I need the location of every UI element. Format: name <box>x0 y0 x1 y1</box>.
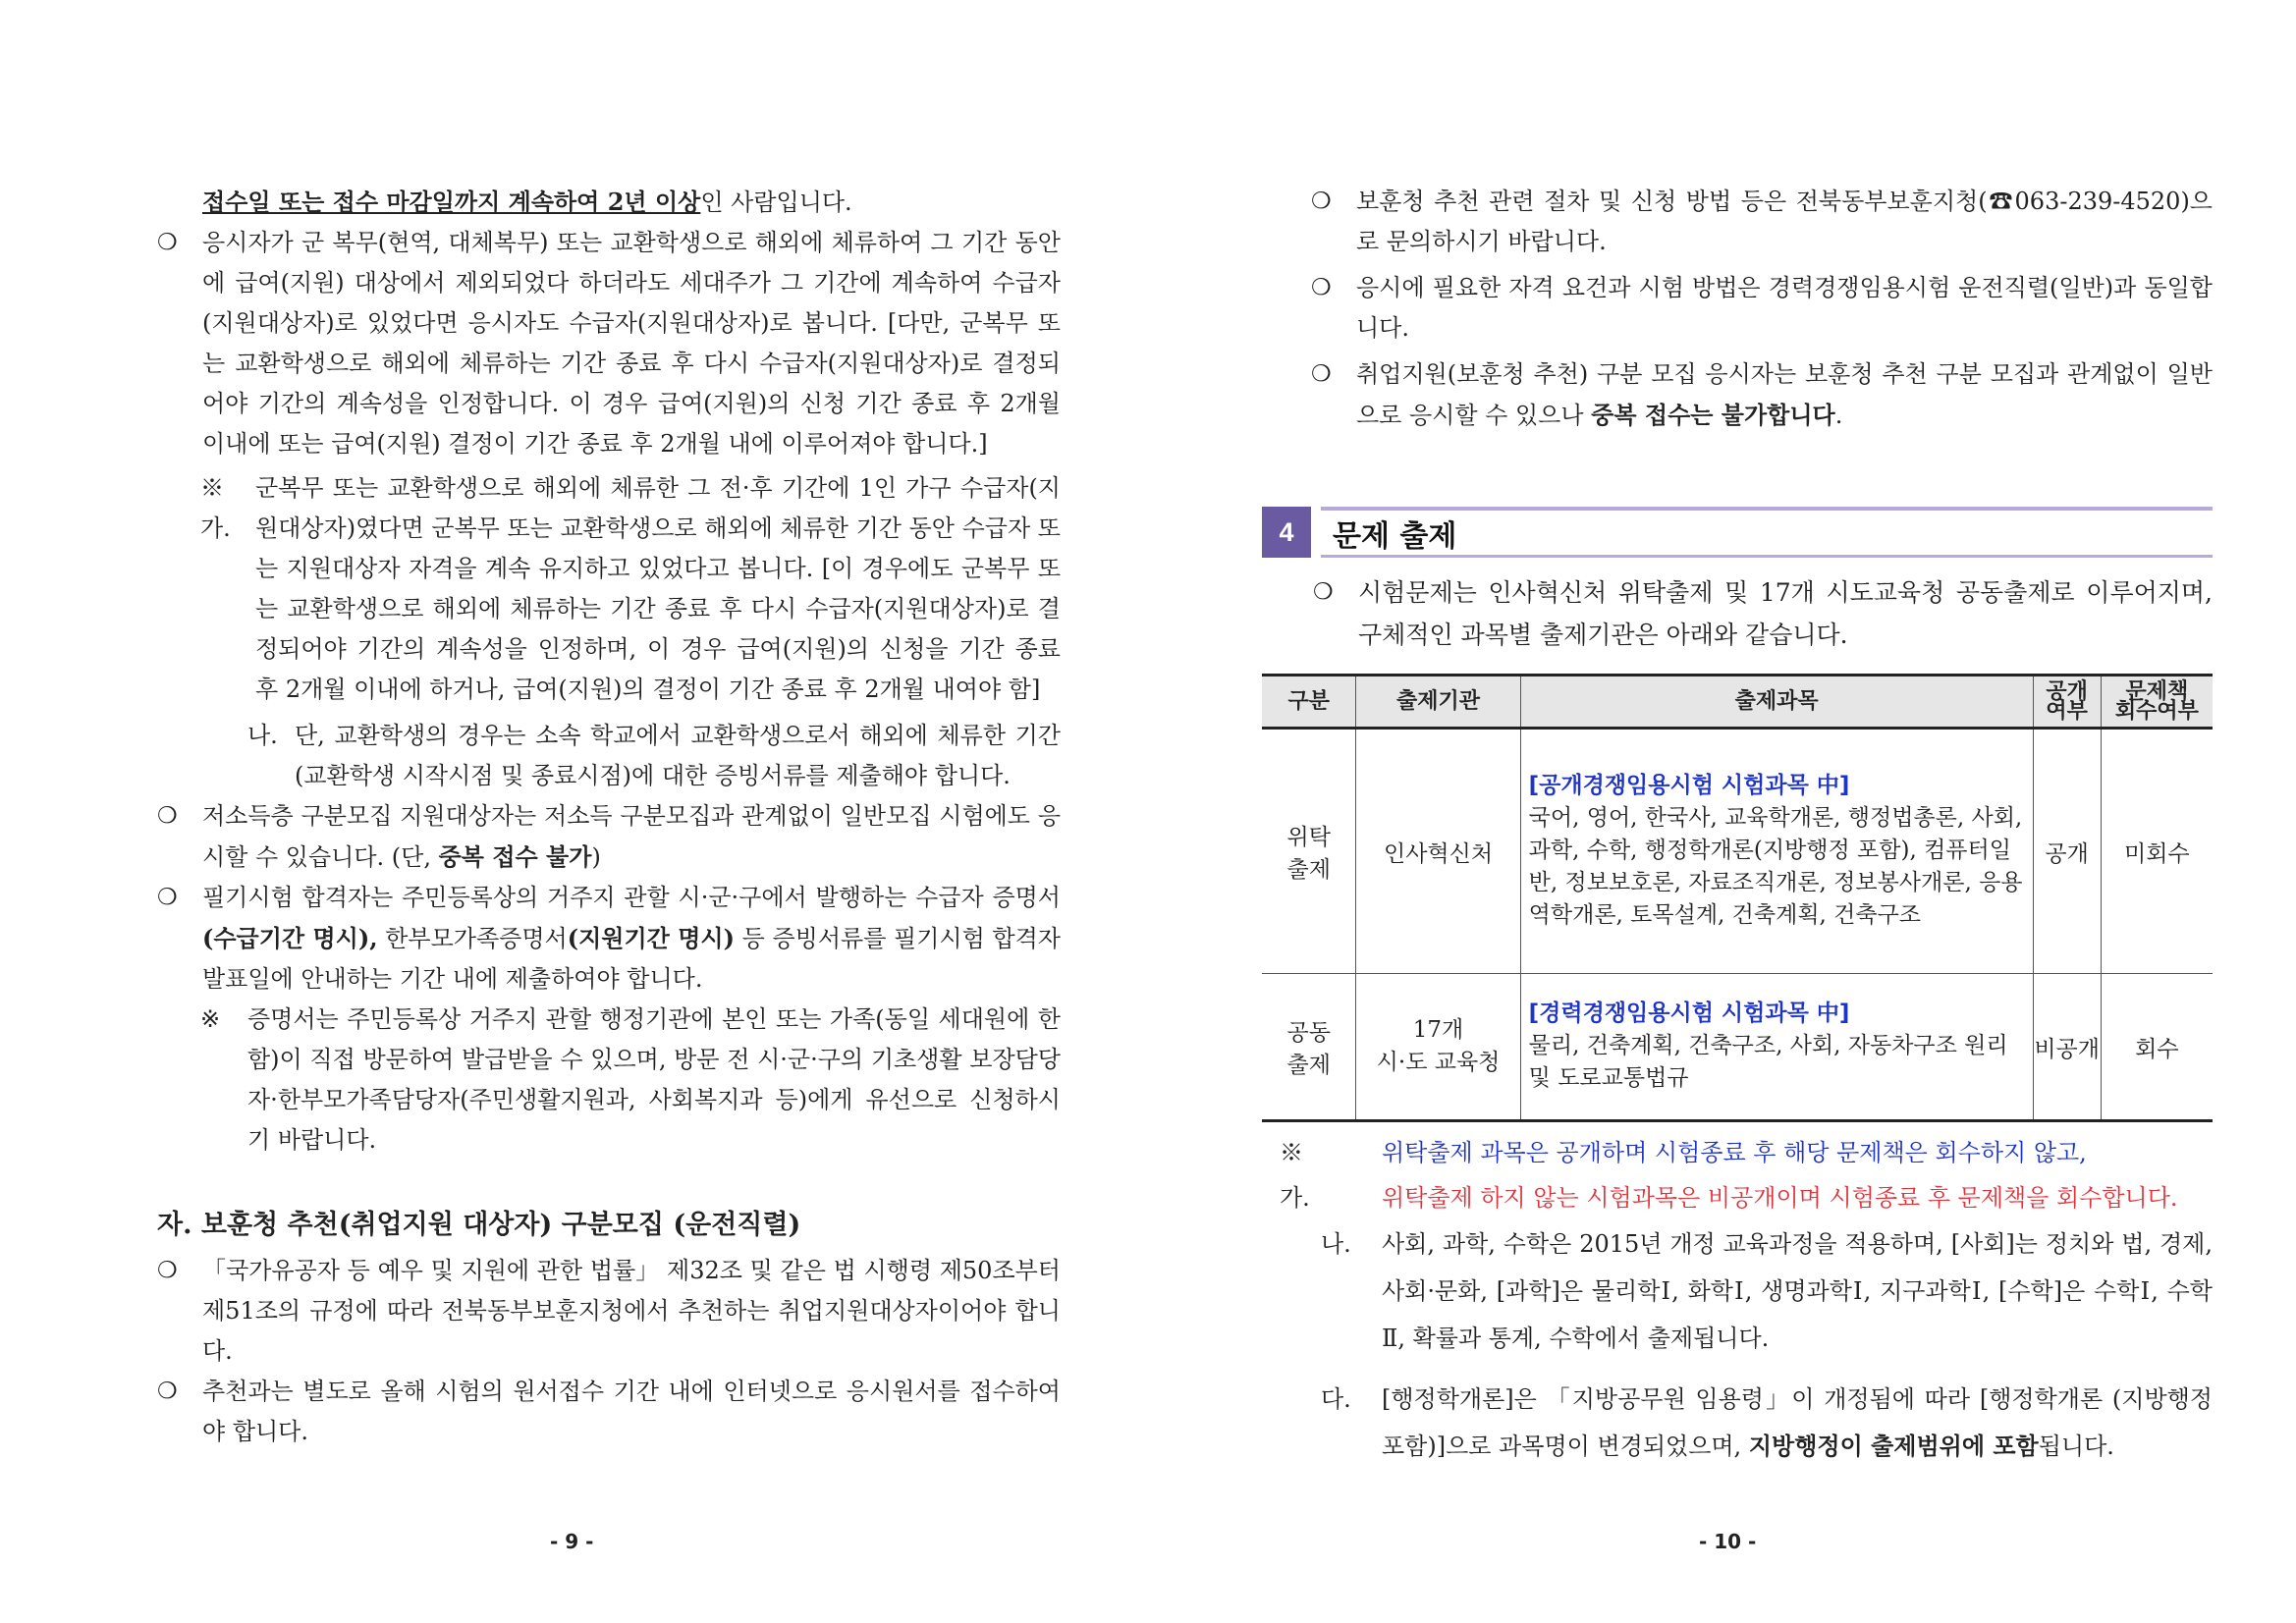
note-da-right <box>1311 1376 2213 1470</box>
cell-public: 비공개 <box>2033 974 2101 1121</box>
page-number-right: - 10 - <box>1699 1530 1757 1553</box>
bullet-certificate <box>157 878 1061 1000</box>
note-na <box>157 716 1061 796</box>
bullet-circle-icon: ❍ <box>1313 579 1334 605</box>
note-text: 단, 교환학생의 경우는 소속 학교에서 교환학생으로서 해외에 체류한 기간(교환학생 시작시점 및 종료시점)에 대한 증빙서류를 제출해야 합니다. <box>295 722 1061 789</box>
bullet-text: 시험문제는 인사혁신처 위탁출제 및 17개 시도교육청 공동출제로 이루어지며, 구체적인 과목별 출제기관은 아래와 같습니다. <box>1358 578 2213 649</box>
left-paragraph-1 <box>157 182 1061 223</box>
bullet-veterans-law <box>157 1251 1061 1372</box>
bullet-circle-icon: ❍ <box>1311 189 1332 214</box>
table-row <box>1262 974 2213 1121</box>
cell-type <box>1262 974 1356 1121</box>
section-title: 문제 출제 <box>1321 507 2213 558</box>
cell-public: 공개 <box>2033 729 2101 974</box>
cell-type-line1: 공동 <box>1286 1020 1331 1046</box>
bullet-text-tail: ) <box>591 843 601 871</box>
cell-org-line2: 시·도 교육청 <box>1376 1050 1501 1075</box>
cell-org-line1: 17개 <box>1412 1017 1464 1043</box>
bullet-circle-icon: ❍ <box>157 803 178 829</box>
cell-org <box>1356 729 1520 974</box>
bullet-circle-icon: ❍ <box>157 1379 178 1404</box>
note-marker: 나. <box>247 722 278 749</box>
cell-collect: 미회수 <box>2101 729 2213 974</box>
header-collect-line2: 회수여부 <box>2114 698 2199 724</box>
bullet-text: 응시자가 군 복무(현역, 대체복무) 또는 교환학생으로 해외에 체류하여 그 기간 동안에 급여(지원) 대상에서 제외되었다 하더라도 세대주가 그 기간에 계속하여 수급자(지원대상자)로 있었다면 응시자도 수급자(지원대상자)로 봅니다. [다만, 군복무 또는 교환학생으로 해외에 체류하는 기간 종료 후 다시 수급자(지원대상자)로 결정되어야 기간의 계속성을 인정합니다. 이 경우 급여(지원)의 신청 기간 종료 후 2개월 이내에 또는 급여(지원) 결정이 기간 종료 후 2개월 내에 이루어져야 합니다.] <box>202 229 1061 458</box>
bold-phrase: 중복 접수는 불가합니다 <box>1591 401 1835 429</box>
bullet-circle-icon: ❍ <box>157 1258 178 1283</box>
subjects-heading: [경력경쟁임용시험 시험과목 中] <box>1528 1000 1850 1026</box>
bullet-requirements <box>1311 268 2213 349</box>
cell-subjects <box>1520 974 2033 1121</box>
header-type: 구분 <box>1262 676 1356 729</box>
note-ga <box>157 468 1061 710</box>
header-public-line1: 공개 <box>2046 678 2088 704</box>
table-row <box>1262 729 2213 974</box>
note-text: 군복무 또는 교환학생으로 해외에 체류한 그 전·후 기간에 1인 가구 수급자(지원대상자)였다면 군복무 또는 교환학생으로 해외에 체류한 기간 동안 수급자 또는 지원대상자 자격을 계속 유지하고 있었다고 봅니다. [이 경우에도 군복무 또는 교환학생으로 해외에 체류하는 기간 종료 후 다시 수급자(지원대상자)로 결정되어야 기간의 계속성을 인정하며, 이 경우 급여(지원)의 신청을 기간 종료 후 2개월 이내에 하거나, 급여(지원)의 결정이 기간 종료 후 2개월 내여야 함] <box>255 474 1061 703</box>
note-marker: ※ 가. <box>1280 1139 1310 1212</box>
cell-collect: 회수 <box>2101 974 2213 1121</box>
bullet-text: 저소득층 구분모집 지원대상자는 저소득 구분모집과 관계없이 일반모집 시험에도 응시할 수 있습니다. (단, <box>202 802 1061 871</box>
bullet-text: 보훈청 추천 관련 절차 및 신청 방법 등은 전북동부보훈지청(☎063-239-4520)으로 문의하시기 바랍니다. <box>1356 188 2213 255</box>
note-na-right <box>1311 1220 2213 1362</box>
note-text-tail: 됩니다. <box>2038 1433 2114 1460</box>
note-red-text: 위탁출제 하지 않는 시험과목은 비공개이며 시험종료 후 문제책을 회수합니다. <box>1382 1184 2178 1212</box>
bullet-text: 응시에 필요한 자격 요건과 시험 방법은 경력경쟁임용시험 운전직렬(일반)과 동일합니다. <box>1356 274 2213 342</box>
bold-phrase: 지방행정이 출제범위에 포함 <box>1748 1432 2039 1460</box>
header-collect-line1: 문제책 <box>2125 678 2189 704</box>
cell-org-line1: 인사혁신처 <box>1383 840 1494 867</box>
subjects-list: 물리, 건축계획, 건축구조, 사회, 자동차구조 원리 및 도로교통법규 <box>1528 1032 2008 1091</box>
bullet-circle-icon: ❍ <box>157 230 178 255</box>
exam-subjects-table <box>1262 674 2213 1122</box>
underlined-phrase: 접수일 또는 접수 마감일까지 계속하여 2년 이상 <box>202 188 701 216</box>
subjects-heading: [공개경쟁임용시험 시험과목 中] <box>1528 772 1850 798</box>
note-marker: ※ <box>200 1005 221 1033</box>
note-marker: 나. <box>1321 1230 1351 1258</box>
bullet-circle-icon: ❍ <box>1311 361 1332 387</box>
bullet-exam-authority <box>1313 571 2213 656</box>
bold-phrase: 중복 접수 불가 <box>438 842 592 871</box>
paragraph-text: 인 사람입니다. <box>700 189 852 216</box>
note-text: 증명서는 주민등록상 거주지 관할 행정기관에 본인 또는 가족(동일 세대원에 한함)이 직접 방문하여 발급받을 수 있으며, 방문 전 시·군·구의 기초생활 보장담당자·한부모가족담당자(주민생활지원과, 사회복지과 등)에게 유선으로 신청하시기 바랍니다. <box>247 1005 1061 1154</box>
page-number-left: - 9 - <box>550 1530 594 1553</box>
cell-type-line2: 출제 <box>1286 1053 1331 1078</box>
note-text: 사회, 과학, 수학은 2015년 개정 교육과정을 적용하며, [사회]는 정치와 법, 경제, 사회·문화, [과학]은 물리학Ⅰ, 화학Ⅰ, 생명과학Ⅰ, 지구과학Ⅰ, [수학]은 수학Ⅰ, 수학Ⅱ, 확률과 통계, 수학에서 출제됩니다. <box>1382 1230 2213 1352</box>
bullet-text: 취업지원(보훈청 추천) 구분 모집 응시자는 보훈청 추천 구분 모집과 관계없이 일반으로 응시할 수 있으나 <box>1356 360 2213 429</box>
bullet-duplicate <box>1311 354 2213 436</box>
bullet-text: 등 증빙서류를 필기시험 합격자 발표일에 안내하는 기간 내에 제출하여야 합니다. <box>202 925 1061 993</box>
note-ga-right <box>1280 1130 2213 1220</box>
note-marker: ※ 가. <box>200 474 231 542</box>
bullet-circle-icon: ❍ <box>1311 275 1332 300</box>
subjects-list: 국어, 영어, 한국사, 교육학개론, 행정법총론, 사회, 과학, 수학, 행정학개론(지방행정 포함), 컴퓨터일반, 정보보호론, 자료조직개론, 정보봉사개론, 응용역학개론, 토목설계, 건축계획, 건축구조 <box>1528 804 2023 928</box>
note-marker: 다. <box>1321 1385 1351 1413</box>
bold-phrase: (수급기간 명시), <box>202 924 378 952</box>
note-text: [행정학개론]은 「지방공무원 임용령」이 개정됨에 따라 [행정학개론 (지방행정 포함)]으로 과목명이 변경되었으며, <box>1382 1385 2213 1460</box>
right-page <box>1279 182 2213 1470</box>
cell-type-line2: 출제 <box>1286 857 1331 883</box>
bullet-text: 한부모가족증명서 <box>377 925 568 952</box>
header-collect <box>2101 676 2213 729</box>
cell-org <box>1356 974 1520 1121</box>
header-public <box>2033 676 2101 729</box>
bullet-text: 필기시험 합격자는 주민등록상의 거주지 관할 시·군·구에서 발행하는 수급자 증명서 <box>202 884 1061 911</box>
header-org: 출제기관 <box>1356 676 1520 729</box>
bold-phrase: (지원기간 명시) <box>567 924 735 952</box>
section-4-header <box>1262 507 2213 558</box>
note-certificate <box>157 1000 1061 1161</box>
cell-type-line1: 위탁 <box>1286 825 1331 850</box>
cell-subjects <box>1520 729 2033 974</box>
bullet-text: 추천과는 별도로 올해 시험의 원서접수 기간 내에 인터넷으로 응시원서를 접수하여야 합니다. <box>202 1378 1061 1445</box>
bullet-online-application <box>157 1372 1061 1452</box>
left-page <box>157 182 1061 1452</box>
bullet-text: 「국가유공자 등 예우 및 지원에 관한 법률」 제32조 및 같은 법 시행령 제50조부터 제51조의 규정에 따라 전북동부보훈지청에서 추천하는 취업지원대상자이어야 합니다. <box>202 1257 1061 1365</box>
section-number-badge: 4 <box>1262 507 1311 558</box>
note-blue-text: 위탁출제 과목은 공개하며 시험종료 후 해당 문제책은 회수하지 않고, <box>1382 1139 2087 1166</box>
section-heading-ja: 자. 보훈청 추천(취업지원 대상자) 구분모집 (운전직렬) <box>157 1210 801 1240</box>
table-header-row <box>1262 676 2213 729</box>
bullet-military-service <box>157 223 1061 464</box>
bullet-circle-icon: ❍ <box>157 885 178 910</box>
bullet-inquiry <box>1311 182 2213 262</box>
bullet-low-income <box>157 796 1061 878</box>
cell-type <box>1262 729 1356 974</box>
header-public-line2: 여부 <box>2046 698 2088 724</box>
header-subjects: 출제과목 <box>1520 676 2033 729</box>
bullet-text-tail: . <box>1834 402 1843 429</box>
